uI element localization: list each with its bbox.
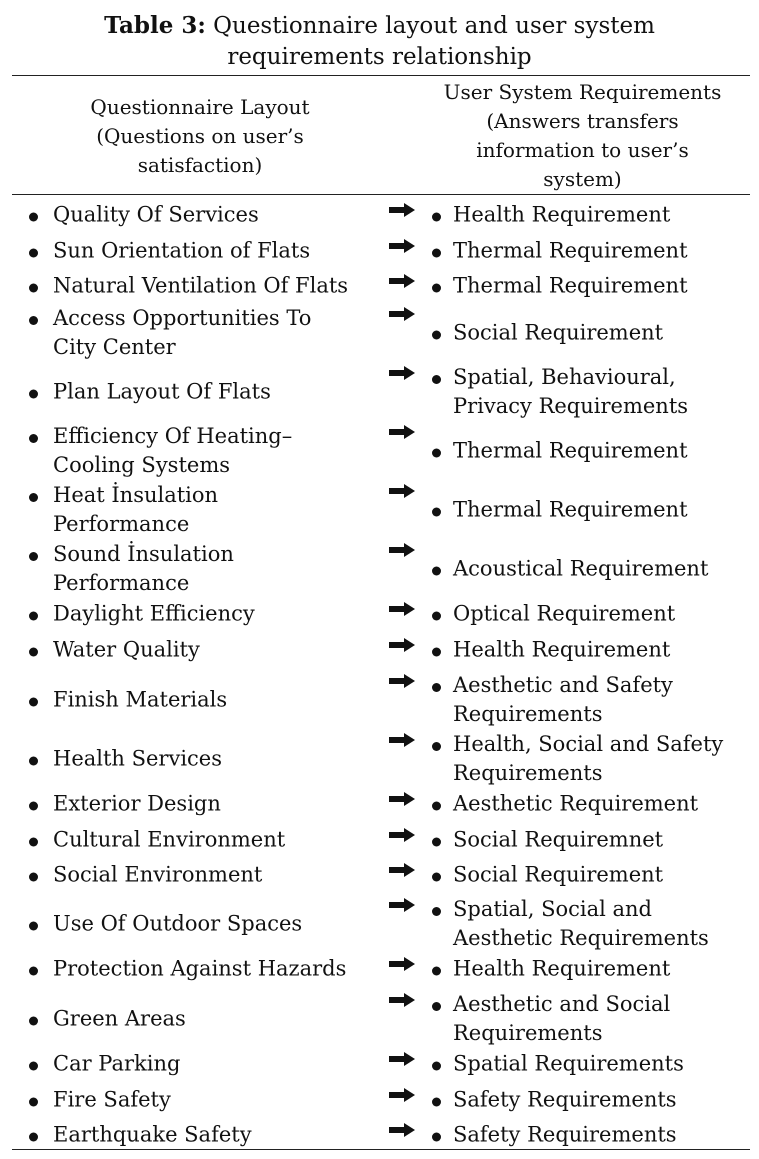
right-arrow-icon [387,732,417,748]
requirement-item-text: Requirements [453,702,603,726]
questionnaire-item [29,540,383,598]
questionnaire-item-text: Use Of Outdoor Spaces [53,911,303,936]
table-row [0,1085,759,1114]
questionnaire-item [29,236,383,265]
table-row [0,825,759,854]
questionnaire-item-text: Sound İnsulation [53,542,234,566]
questionnaire-item-text: Health Services [53,746,223,771]
bullet-icon [432,966,441,975]
questionnaire-item-text: Efficiency Of Heating– [53,424,293,448]
questionnaire-item-text: Exterior Design [53,791,221,815]
table-row [0,671,759,729]
bullet-icon [29,283,38,292]
questionnaire-item-text: Plan Layout Of Flats [53,379,271,404]
bullet-icon [29,1132,38,1141]
header-rule [12,194,750,195]
requirement-item-text: Requirements [453,761,603,785]
table-row [0,599,759,628]
table-row [0,990,759,1048]
right-arrow-icon [387,862,417,878]
bullet-icon [29,434,38,443]
questionnaire-item [29,635,383,664]
requirement-item-text: Optical Requirement [453,601,676,625]
bullet-icon [29,757,38,766]
bullet-icon [432,248,441,257]
questionnaire-item-text: Cultural Environment [53,827,286,851]
bullet-icon [29,1017,38,1026]
requirement-item [432,954,759,983]
bullet-icon [432,907,441,916]
requirement-item [432,599,759,628]
requirement-item-text: Health, Social and Safety [453,732,724,756]
table-row [0,1120,759,1149]
questionnaire-item-text: City Center [53,335,176,359]
questionnaire-item [29,1120,383,1149]
questionnaire-item-text: Social Environment [53,862,263,886]
requirement-item [432,825,759,854]
bullet-icon [432,1097,441,1106]
requirement-item [432,635,759,664]
questionnaire-item-text: Sun Orientation of Flats [53,238,311,262]
questionnaire-item-text: Performance [53,512,190,536]
requirement-item [432,437,759,466]
right-arrow-icon [387,306,417,322]
questionnaire-item-text: Green Areas [53,1006,186,1031]
bullet-icon [432,375,441,384]
questionnaire-item [29,304,383,362]
right-arrow-icon [387,956,417,972]
table-row [0,200,759,229]
questionnaire-item-text: Protection Against Hazards [53,956,347,980]
questionnaire-item [29,825,383,854]
table-row [0,730,759,788]
bullet-icon [29,1097,38,1106]
questionnaire-item-text: Car Parking [53,1051,181,1075]
questionnaire-item [29,481,383,539]
table-row [0,954,759,983]
right-arrow-icon [387,424,417,440]
bullet-icon [432,872,441,881]
bullet-icon [432,647,441,656]
bullet-icon [29,801,38,810]
questionnaire-item-text: Quality Of Services [53,202,259,226]
requirement-item-text: Social Requirement [453,862,664,886]
table-row [0,635,759,664]
questionnaire-item [29,860,383,889]
requirement-item [432,363,759,421]
bullet-icon [29,966,38,975]
header-right-line: information to user’s [476,138,689,162]
questionnaire-item-text: Water Quality [53,637,200,661]
questionnaire-item [29,789,383,818]
requirement-item-text: Spatial, Behavioural, [453,365,676,389]
top-rule [12,75,750,76]
questionnaire-item [29,954,383,983]
requirement-item [432,860,759,889]
bullet-icon [432,801,441,810]
questionnaire-item-text: Performance [53,571,190,595]
header-right-line: system) [543,167,622,191]
requirement-item-text: Privacy Requirements [453,394,689,418]
right-arrow-icon [387,483,417,499]
bullet-icon [29,493,38,502]
requirement-item-text: Safety Requirements [453,1087,677,1111]
header-right-line: User System Requirements [443,80,722,104]
table-row [0,271,759,300]
questionnaire-item-text: Natural Ventilation Of Flats [53,273,349,297]
table-row [0,860,759,889]
requirement-item-text: Aesthetic Requirement [453,791,699,815]
requirement-item-text: Health Requirement [453,637,671,661]
questionnaire-item [29,1085,383,1114]
questionnaire-item-text: Fire Safety [53,1087,171,1111]
questionnaire-item [29,271,383,300]
requirement-item-text: Spatial, Social and [453,897,652,921]
bullet-icon [29,390,38,399]
bullet-icon [432,567,441,576]
requirement-item-text: Aesthetic and Social [453,992,671,1016]
questionnaire-item-text: Finish Materials [53,687,228,712]
requirement-item [432,730,759,788]
bullet-icon [29,611,38,620]
requirement-item-text: Safety Requirements [453,1122,677,1146]
requirement-item-text: Thermal Requirement [453,238,688,262]
requirement-item [432,200,759,229]
questionnaire-item [29,745,383,774]
bullet-icon [29,1061,38,1070]
header-right-line: (Answers transfers [486,109,679,133]
requirement-item-text: Aesthetic and Safety [453,673,673,697]
right-arrow-icon [387,542,417,558]
bullet-icon [29,248,38,257]
requirement-item-text: Acoustical Requirement [453,556,709,581]
bullet-icon [29,698,38,707]
right-arrow-icon [387,1122,417,1138]
requirement-item-text: Aesthetic Requirements [453,926,709,950]
requirement-item [432,1085,759,1114]
questionnaire-item-text: Cooling Systems [53,453,231,477]
requirement-item-text: Health Requirement [453,202,671,226]
table-row [0,422,759,480]
questionnaire-item-text: Daylight Efficiency [53,601,255,625]
requirement-item [432,1120,759,1149]
header-user-system-requirements [425,78,740,194]
questionnaire-item [29,1049,383,1078]
questionnaire-item-text: Access Opportunities To [53,306,312,330]
bullet-icon [432,449,441,458]
requirement-item-text: Health Requirement [453,956,671,980]
bullet-icon [29,552,38,561]
table-row [0,540,759,598]
bullet-icon [432,683,441,692]
table-caption [0,10,759,73]
bullet-icon [29,837,38,846]
bullet-icon [29,212,38,221]
right-arrow-icon [387,273,417,289]
table-row [0,304,759,362]
requirement-item [432,990,759,1048]
right-arrow-icon [387,365,417,381]
table-row [0,363,759,421]
bullet-icon [432,611,441,620]
caption-label: Table 3: [104,12,206,39]
right-arrow-icon [387,992,417,1008]
bullet-icon [432,742,441,751]
bullet-icon [29,647,38,656]
bullet-icon [432,1002,441,1011]
requirement-item [432,1049,759,1078]
bullet-icon [432,1061,441,1070]
requirement-item [432,496,759,525]
bullet-icon [29,316,38,325]
requirement-item [432,236,759,265]
right-arrow-icon [387,897,417,913]
bullet-icon [432,508,441,517]
questionnaire-item-text: Heat İnsulation [53,483,219,507]
requirement-item-text: Spatial Requirements [453,1051,684,1075]
table-row [0,895,759,953]
bottom-rule [12,1149,750,1150]
header-left-line: (Questions on user’s [96,124,304,148]
bullet-icon [29,872,38,881]
right-arrow-icon [387,601,417,617]
questionnaire-item [29,686,383,715]
right-arrow-icon [387,827,417,843]
caption-text-line2: requirements relationship [227,44,532,70]
questionnaire-item [29,422,383,480]
right-arrow-icon [387,202,417,218]
bullet-icon [432,283,441,292]
header-left-line: satisfaction) [137,153,263,177]
table-row [0,789,759,818]
requirement-item [432,789,759,818]
requirement-item [432,319,759,348]
questionnaire-item [29,910,383,939]
caption-text: Questionnaire layout and user system [205,13,655,39]
requirement-item-text: Thermal Requirement [453,497,688,522]
right-arrow-icon [387,791,417,807]
requirement-item [432,271,759,300]
right-arrow-icon [387,673,417,689]
right-arrow-icon [387,1087,417,1103]
requirement-item [432,671,759,729]
questionnaire-item [29,378,383,407]
bullet-icon [432,1132,441,1141]
bullet-icon [432,837,441,846]
right-arrow-icon [387,238,417,254]
bullet-icon [29,922,38,931]
right-arrow-icon [387,1051,417,1067]
questionnaire-item [29,1005,383,1034]
right-arrow-icon [387,637,417,653]
bullet-icon [432,331,441,340]
questionnaire-item [29,200,383,229]
table-row [0,481,759,539]
questionnaire-item-text: Earthquake Safety [53,1122,252,1146]
table-row [0,1049,759,1078]
requirement-item-text: Social Requirement [453,320,664,345]
header-questionnaire-layout [40,93,360,180]
requirement-item-text: Requirements [453,1021,603,1045]
questionnaire-item [29,599,383,628]
requirement-item [432,555,759,584]
requirement-item-text: Thermal Requirement [453,438,688,463]
header-left-line: Questionnaire Layout [90,95,310,119]
requirement-item-text: Social Requiremnet [453,827,664,851]
requirement-item [432,895,759,953]
bullet-icon [432,212,441,221]
requirement-item-text: Thermal Requirement [453,273,688,297]
table-row [0,236,759,265]
